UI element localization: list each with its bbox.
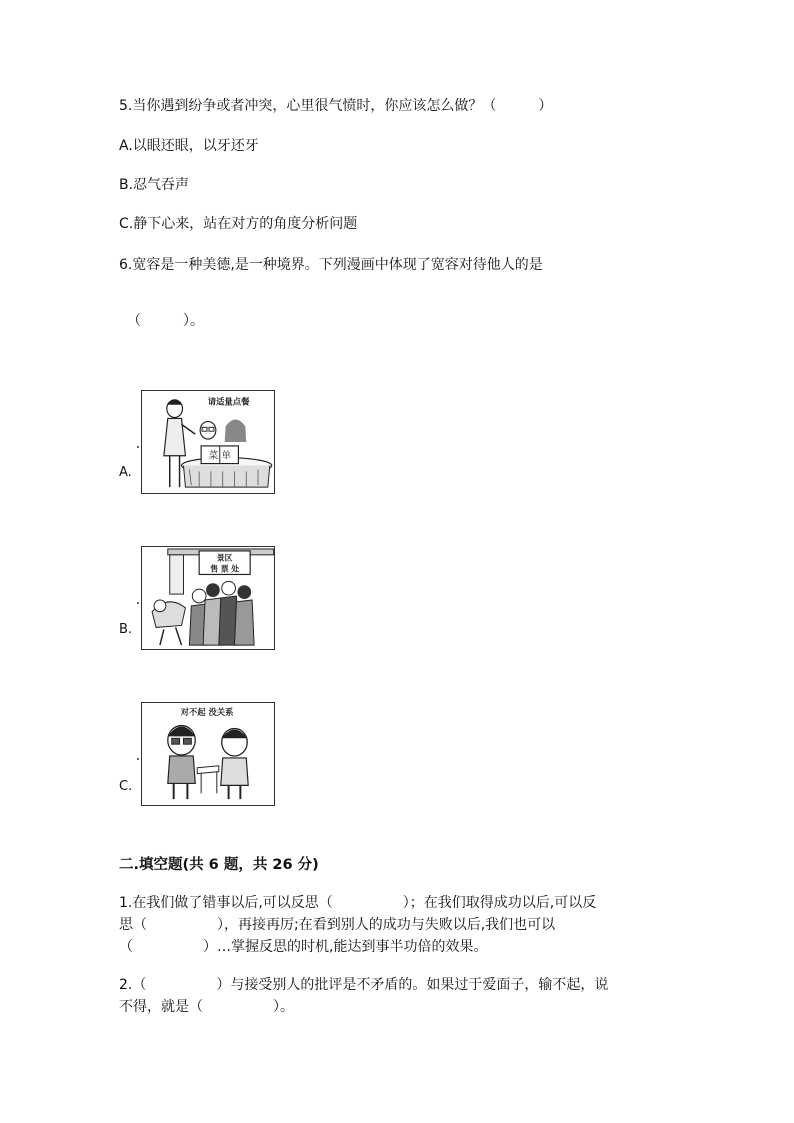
q5-option-b: B.忍气吞声: [119, 177, 190, 193]
cartoon-image-a: [141, 390, 275, 494]
q5-option-c: C.静下心来，站在对方的角度分析问题: [119, 216, 358, 232]
fill-q1-line2: 思（ ），再接再厉;在看到别人的成功与失败以后,我们也可以: [119, 917, 556, 933]
booth-sign-line2: 售 票 处: [210, 564, 240, 574]
q5-stem: 5.当你遇到纷争或者冲突，心里很气愤时，你应该怎么做？（ ）: [119, 98, 553, 114]
marker-dot: [137, 446, 139, 448]
q6-blank: （ ）。: [127, 313, 204, 329]
section-heading: 二.填空题(共 6 题，共 26 分): [119, 857, 319, 873]
cartoon-c-caption: 对不起 没关系: [180, 706, 234, 717]
q6-stem: 6.宽容是一种美德,是一种境界。下列漫画中体现了宽容对待他人的是: [119, 257, 543, 273]
booth-sign-line1: 景区: [216, 553, 233, 563]
fill-q1-line1: 1.在我们做了错事以后,可以反思（ ）；在我们取得成功以后,可以反: [119, 895, 597, 911]
cartoon-image-c: [141, 702, 275, 806]
fill-q1-line3: （ ）…掌握反思的时机,能达到事半功倍的效果。: [119, 939, 488, 955]
q6-option-a-label: A.: [119, 465, 132, 480]
fill-q2-line1: 2.（ ）与接受别人的批评是不矛盾的。如果过于爱面子，输不起，说: [119, 977, 609, 993]
q5-option-a: A.以眼还眼，以牙还牙: [119, 138, 259, 154]
cartoon-image-b: [141, 546, 275, 650]
marker-dot: [137, 602, 139, 604]
cartoon-a-caption: 请适量点餐: [207, 396, 250, 407]
menu-sign-text: 菜 单: [208, 450, 232, 462]
fill-q2-line2: 不得，就是（ ）。: [119, 999, 294, 1015]
marker-dot: [137, 758, 139, 760]
q6-option-b-label: B.: [119, 622, 133, 637]
q6-option-c-label: C.: [119, 779, 133, 794]
